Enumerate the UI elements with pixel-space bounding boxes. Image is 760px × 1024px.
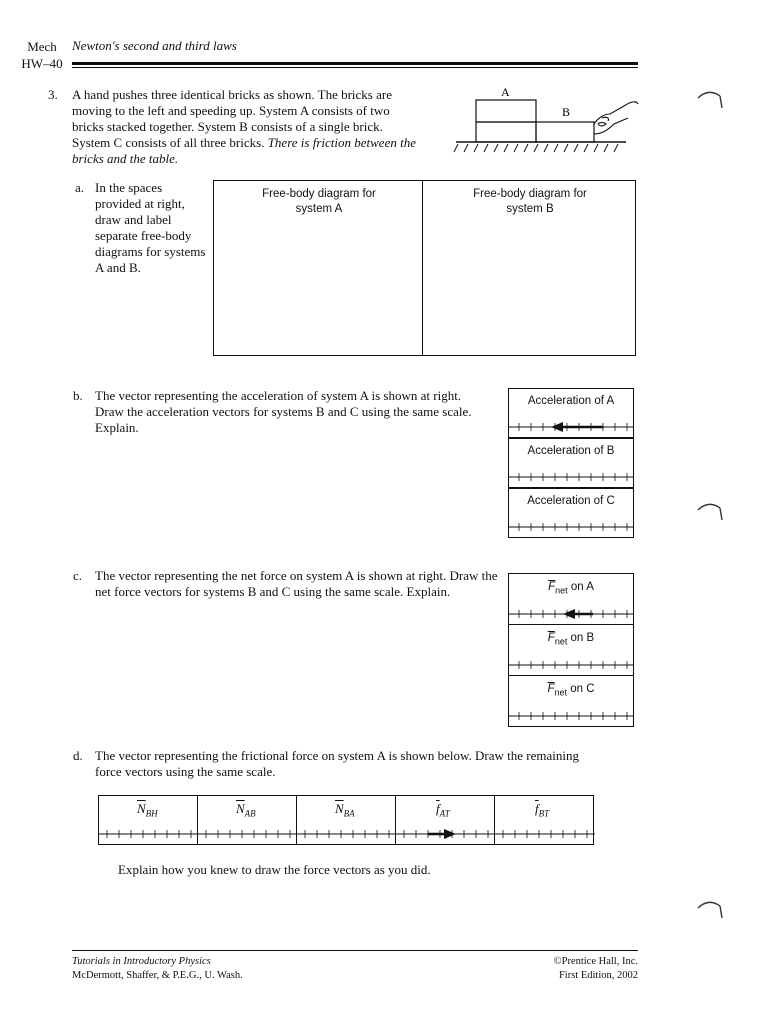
fnet-a-symbol: $\overline{F}$ [548,581,556,593]
footer-copyright: ©Prentice Hall, Inc. [553,956,638,967]
hw-code: HW–40 [21,56,63,71]
force-axis-nba [297,826,397,842]
brick-top-a [476,100,536,122]
footer-right [500,955,638,983]
margin-mark-2 [696,500,726,522]
accel-b-axis [509,469,633,485]
fbd-a-title: Free-body diagram for system A [262,188,376,215]
fnet-box-c[interactable] [508,675,634,727]
part-b-label: b. [73,388,83,403]
fnet-c-title [509,683,633,697]
fnet-b-axis [509,657,633,673]
header-rule [72,62,638,65]
accel-c-axis [509,519,633,535]
part-d-explain: Explain how you knew to draw the force vectors as you did. [118,862,431,877]
force-label-fbt: $\overline{f}_{BT}$ [535,801,550,819]
part-c-label: c. [73,568,83,583]
margin-mark-1 [696,88,726,110]
bricks-figure [448,84,648,164]
accel-b-title: Acceleration of B [527,445,615,457]
force-axis-nbh [99,826,199,842]
part-d-label: d. [73,748,83,763]
accel-c-title: Acceleration of C [527,495,615,507]
force-label-fat: $\overline{f}_{AT}$ [436,801,450,819]
fnet-b-title [509,632,633,646]
accel-box-b[interactable] [508,438,634,488]
fnet-b-symbol: $\overline{F}$ [547,632,555,644]
fbd-box-system-a[interactable] [213,180,423,356]
force-axis-fat [396,826,496,842]
part-c-text: The vector representing the net force on system A is shown at right. Draw the net force vectors for systems B and C using the same scale. Explain. [95,568,498,599]
fnet-b-sub: net [554,636,568,647]
force-cell-nab[interactable] [197,795,297,845]
part-a-text: In the spaces provided at right, draw and label separate free-body diagrams for systems A and B. [95,180,206,275]
force-axis-nab [198,826,298,842]
force-label-nab: $\overline{N}_{AB}$ [236,801,256,819]
part-d-text: The vector representing the frictional force on system A is shown below. Draw the remaining force vectors using the same scale. [95,748,579,779]
problem-number: 3. [48,87,58,102]
hand-icon [594,102,638,134]
fnet-c-sub: net [554,687,568,698]
accel-a-axis [509,419,633,435]
brick-bottom-a [476,122,536,142]
fnet-a-label: on A [567,581,594,593]
accel-a-title: Acceleration of A [527,395,615,407]
page-title: Newton's second and third laws [72,38,237,53]
fnet-a-arrowhead [563,609,575,619]
accel-a-arrowhead [551,422,563,432]
problem-text-friction: There is friction between the bricks and the table. [72,135,416,166]
force-cell-fbt[interactable] [494,795,594,845]
fnet-box-b[interactable] [508,624,634,676]
fnet-c-label: on C [567,683,595,695]
fnet-c-symbol: $\overline{F}$ [547,683,555,695]
brick-label-a: A [501,85,510,99]
force-axis-fbt [495,826,595,842]
force-table [98,795,594,845]
force-cell-fat [395,795,495,845]
header-course-code [18,38,66,72]
footer-authors: McDermott, Shaffer, & P.E.G., U. Wash. [72,970,243,981]
force-label-nbh: $\overline{N}_{BH}$ [137,801,158,819]
part-a-label: a. [75,180,85,195]
fnet-box-a [508,573,634,625]
force-cell-nba[interactable] [296,795,396,845]
problem-text-main: A hand pushes three identical bricks as shown. The bricks are moving to the left and speeding up. System A consists of two bricks stacked together. System B consists of a single brick. System C consists of all three bricks. [72,87,392,150]
footer-rule [72,950,638,951]
part-b-text: The vector representing the acceleration of system A is shown at right. Draw the acceleration vectors for systems B and C using the same scale. Explain. [95,388,472,435]
brick-label-b: B [562,105,571,119]
fnet-a-sub: net [555,585,568,596]
fbd-box-system-b[interactable] [422,180,636,356]
footer-left [72,955,243,983]
friction-a-arrowhead [444,829,456,839]
accel-box-a [508,388,634,438]
table-hatching [454,144,618,152]
accel-box-c[interactable] [508,488,634,538]
brick-b [536,122,594,142]
margin-mark-3 [696,898,726,920]
fnet-b-label: on B [567,632,595,644]
fbd-b-title: Free-body diagram for system B [473,188,587,215]
fnet-a-title [509,581,633,595]
header-rule-thin [72,67,638,68]
force-cell-nbh[interactable] [98,795,198,845]
footer-book-title: Tutorials in Introductory Physics [72,956,211,967]
force-label-nba: $\overline{N}_{BA}$ [335,801,355,819]
problem-text [72,87,422,167]
fnet-a-axis [509,606,633,622]
course-label: Mech [27,39,57,54]
fnet-c-axis [509,708,633,724]
footer-edition: First Edition, 2002 [558,970,638,981]
